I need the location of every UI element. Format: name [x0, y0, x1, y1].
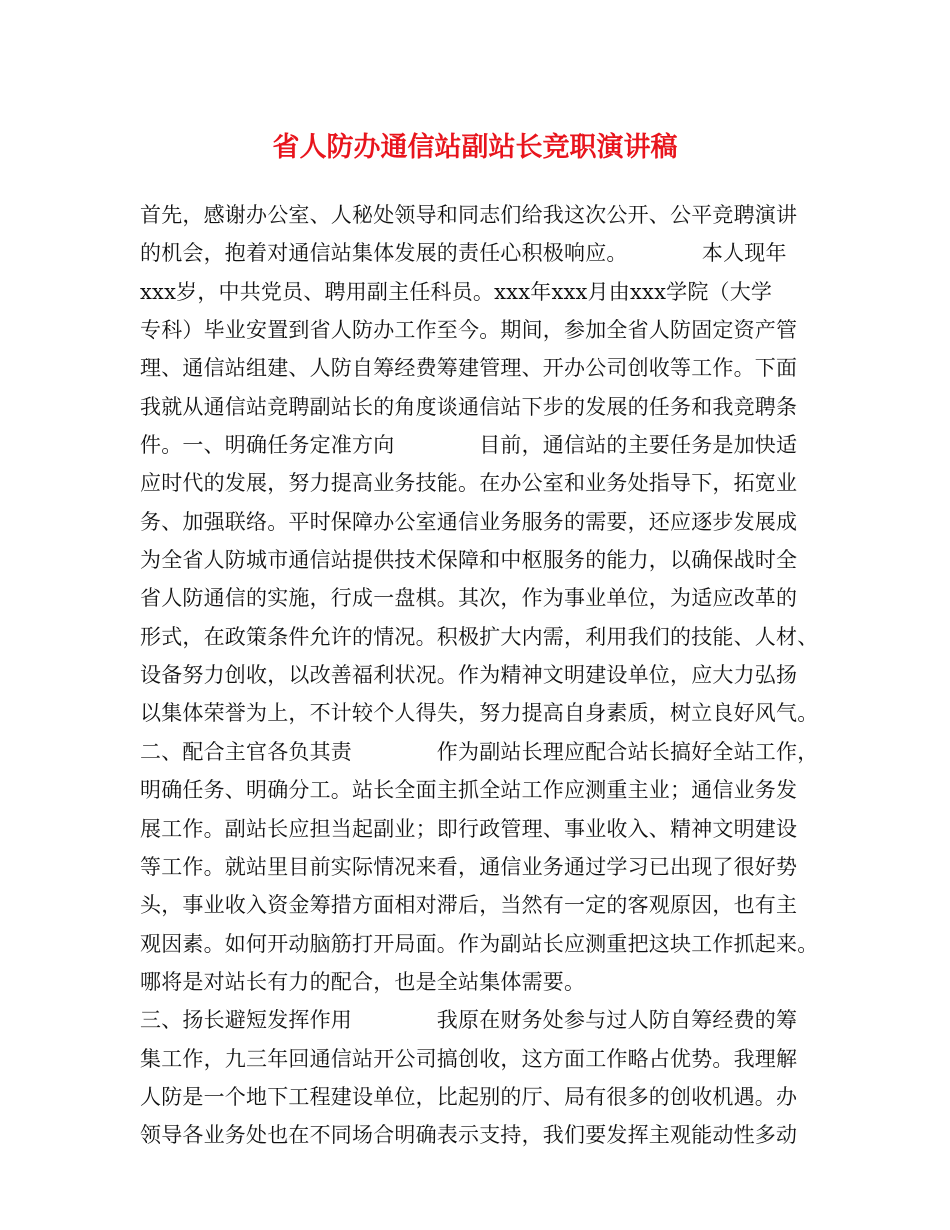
document-title: 省人防办通信站副站长竞职演讲稿: [272, 132, 678, 163]
body-line: 应时代的发展，努力提高业务技能。在办公室和业务处指导下，拓宽业: [140, 471, 798, 496]
body-line: 等工作。就站里目前实际情况来看，通信业务通过学习已出现了很好势: [140, 854, 798, 879]
body-line: 领导各业务处也在不同场合明确表示支持，我们要发挥主观能动性多动: [140, 1123, 798, 1148]
body-line: 头，事业收入资金筹措方面相对滞后，当然有一定的客观原因，也有主: [140, 893, 798, 918]
body-line: 二、配合主官各负其责 作为副站长理应配合站长搞好全站工作，: [140, 739, 819, 764]
body-line: 集工作，九三年回通信站开公司搞创收，这方面工作略占优势。我理解: [140, 1046, 798, 1071]
body-line: 为全省人防城市通信站提供技术保障和中枢服务的能力，以确保战时全: [140, 548, 798, 573]
body-line: 的机会，抱着对通信站集体发展的责任心积极响应。 本人现年: [140, 241, 787, 266]
body-line: 展工作。副站长应担当起副业；即行政管理、事业收入、精神文明建设: [140, 816, 798, 841]
body-line: 设备努力创收，以改善福利状况。作为精神文明建设单位，应大力弘扬: [140, 663, 798, 688]
body-line: 我就从通信站竞聘副站长的角度谈通信站下步的发展的任务和我竞聘条: [140, 394, 798, 419]
body-line: 理、通信站组建、人防自筹经费筹建管理、开办公司创收等工作。下面: [140, 356, 798, 381]
body-line: 三、扬长避短发挥作用 我原在财务处参与过人防自筹经费的筹: [140, 1008, 798, 1033]
body-line: 件。一、明确任务定准方向 目前，通信站的主要任务是加快适: [140, 433, 798, 458]
body-line: 以集体荣誉为上，不计较个人得失，努力提高自身素质，树立良好风气。: [140, 701, 819, 726]
document-body: [140, 196, 830, 1155]
body-line: 人防是一个地下工程建设单位，比起别的厅、局有很多的创收机遇。办: [140, 1084, 798, 1109]
body-line: xxx岁，中共党员、聘用副主任科员。xxx年xxx月由xxx学院（大学: [140, 279, 773, 304]
body-line: 务、加强联络。平时保障办公室通信业务服务的需要，还应逐步发展成: [140, 509, 798, 534]
body-line: 明确任务、明确分工。站长全面主抓全站工作应测重主业；通信业务发: [140, 778, 798, 803]
body-line: 首先，感谢办公室、人秘处领导和同志们给我这次公开、公平竞聘演讲: [140, 203, 798, 227]
body-line: 哪将是对站长有力的配合，也是全站集体需要。: [140, 969, 586, 994]
body-line: 观因素。如何开动脑筋打开局面。作为副站长应测重把这块工作抓起来。: [140, 931, 819, 956]
body-line: 专科）毕业安置到省人防办工作至今。期间，参加全省人防固定资产管: [140, 318, 798, 343]
body-line: 省人防通信的实施，行成一盘棋。其次，作为事业单位，为适应改革的: [140, 586, 798, 611]
body-line: 形式，在政策条件允许的情况。积极扩大内需，利用我们的技能、人材、: [140, 624, 819, 649]
